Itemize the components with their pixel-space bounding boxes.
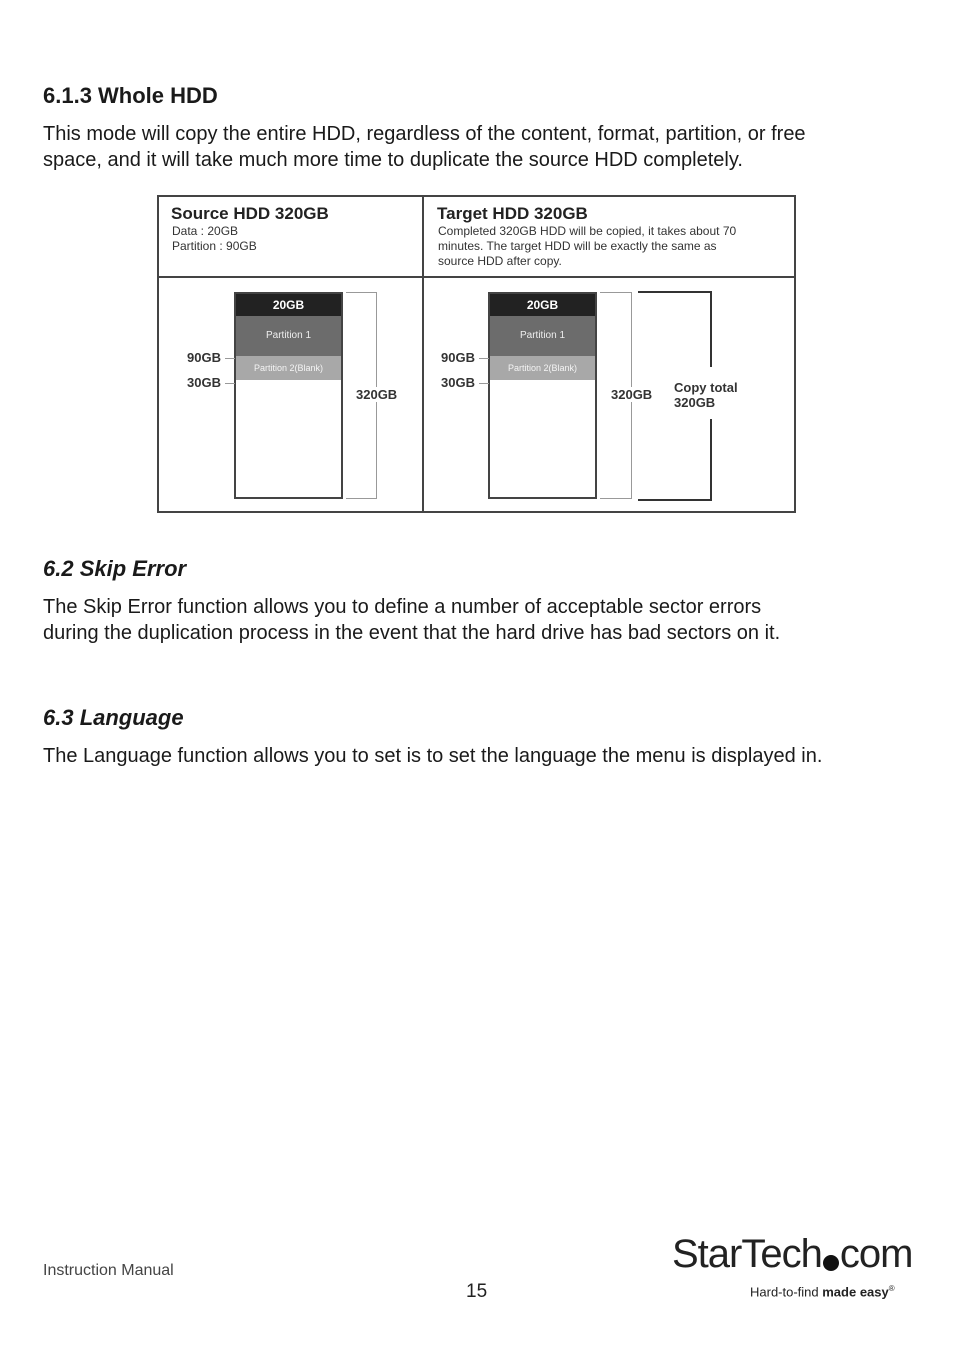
diagram-vertical-divider: [422, 197, 424, 511]
diagram-horizontal-divider: [159, 276, 794, 278]
footer-manual-label: Instruction Manual: [43, 1262, 174, 1279]
source-tick-30: [225, 383, 235, 384]
target-desc-line: minutes. The target HDD will be exactly the same as: [438, 239, 717, 253]
target-desc-line: source HDD after copy.: [438, 254, 562, 268]
body-line: during the duplication process in the event that the hard drive has bad sectors on it.: [43, 622, 781, 644]
page-number: 15: [466, 1281, 488, 1302]
source-segment-partition2: Partition 2(Blank): [236, 356, 341, 380]
target-segment-partition2: Partition 2(Blank): [490, 356, 595, 380]
tagline-part-a: Hard-to-find: [750, 1284, 823, 1300]
body-line: The Language function allows you to set is to set the language the menu is displayed in.: [43, 745, 823, 767]
section-body-whole-hdd: [43, 121, 923, 173]
section-heading-language: 6.3 Language: [43, 705, 184, 730]
source-segment-partition1: Partition 1: [236, 316, 341, 356]
target-tick-90: [479, 358, 489, 359]
logo-text-com: com: [839, 1232, 913, 1276]
section-heading-whole-hdd: 6.1.3 Whole HDD: [43, 83, 218, 108]
source-label-30gb: 30GB: [187, 375, 221, 390]
logo-dot-icon: [823, 1255, 839, 1271]
hdd-copy-diagram: [157, 195, 796, 513]
target-segment-partition1: Partition 1: [490, 316, 595, 356]
target-label-30gb: 30GB: [441, 375, 475, 390]
target-label-total: 320GB: [611, 387, 653, 402]
logo-text-startech: StarTech: [672, 1232, 822, 1276]
logo-tagline: [750, 1284, 895, 1299]
source-data-size: Data : 20GB: [172, 224, 239, 238]
source-hdd-title: Source HDD 320GB: [171, 204, 329, 223]
target-disk: [488, 292, 597, 499]
source-label-total: 320GB: [356, 387, 398, 402]
section-body-skip-error: [43, 594, 923, 646]
tagline-part-b: made easy: [822, 1284, 889, 1300]
body-line: space, and it will take much more time to duplicate the source HDD completely.: [43, 149, 743, 171]
section-body-language: [43, 743, 923, 769]
logo-wordmark: [672, 1232, 912, 1276]
target-label-90gb: 90GB: [441, 350, 475, 365]
copy-total-size: 320GB: [674, 395, 716, 410]
target-tick-30: [479, 383, 489, 384]
target-segment-data: 20GB: [490, 294, 595, 316]
startech-logo: [672, 1232, 913, 1300]
section-heading-skip-error: 6.2 Skip Error: [43, 556, 187, 581]
target-hdd-title: Target HDD 320GB: [437, 204, 588, 223]
source-segment-data: 20GB: [236, 294, 341, 316]
source-partition-size: Partition : 90GB: [172, 239, 257, 253]
copy-total-label: Copy total: [674, 380, 738, 395]
source-label-90gb: 90GB: [187, 350, 221, 365]
source-disk: [234, 292, 343, 499]
target-desc-line: Completed 320GB HDD will be copied, it takes about 70: [438, 224, 737, 238]
registered-mark: ®: [888, 1284, 895, 1293]
body-line: This mode will copy the entire HDD, regardless of the content, format, partition, or free: [43, 123, 806, 145]
source-tick-90: [225, 358, 235, 359]
body-line: The Skip Error function allows you to define a number of acceptable sector errors: [43, 596, 762, 618]
